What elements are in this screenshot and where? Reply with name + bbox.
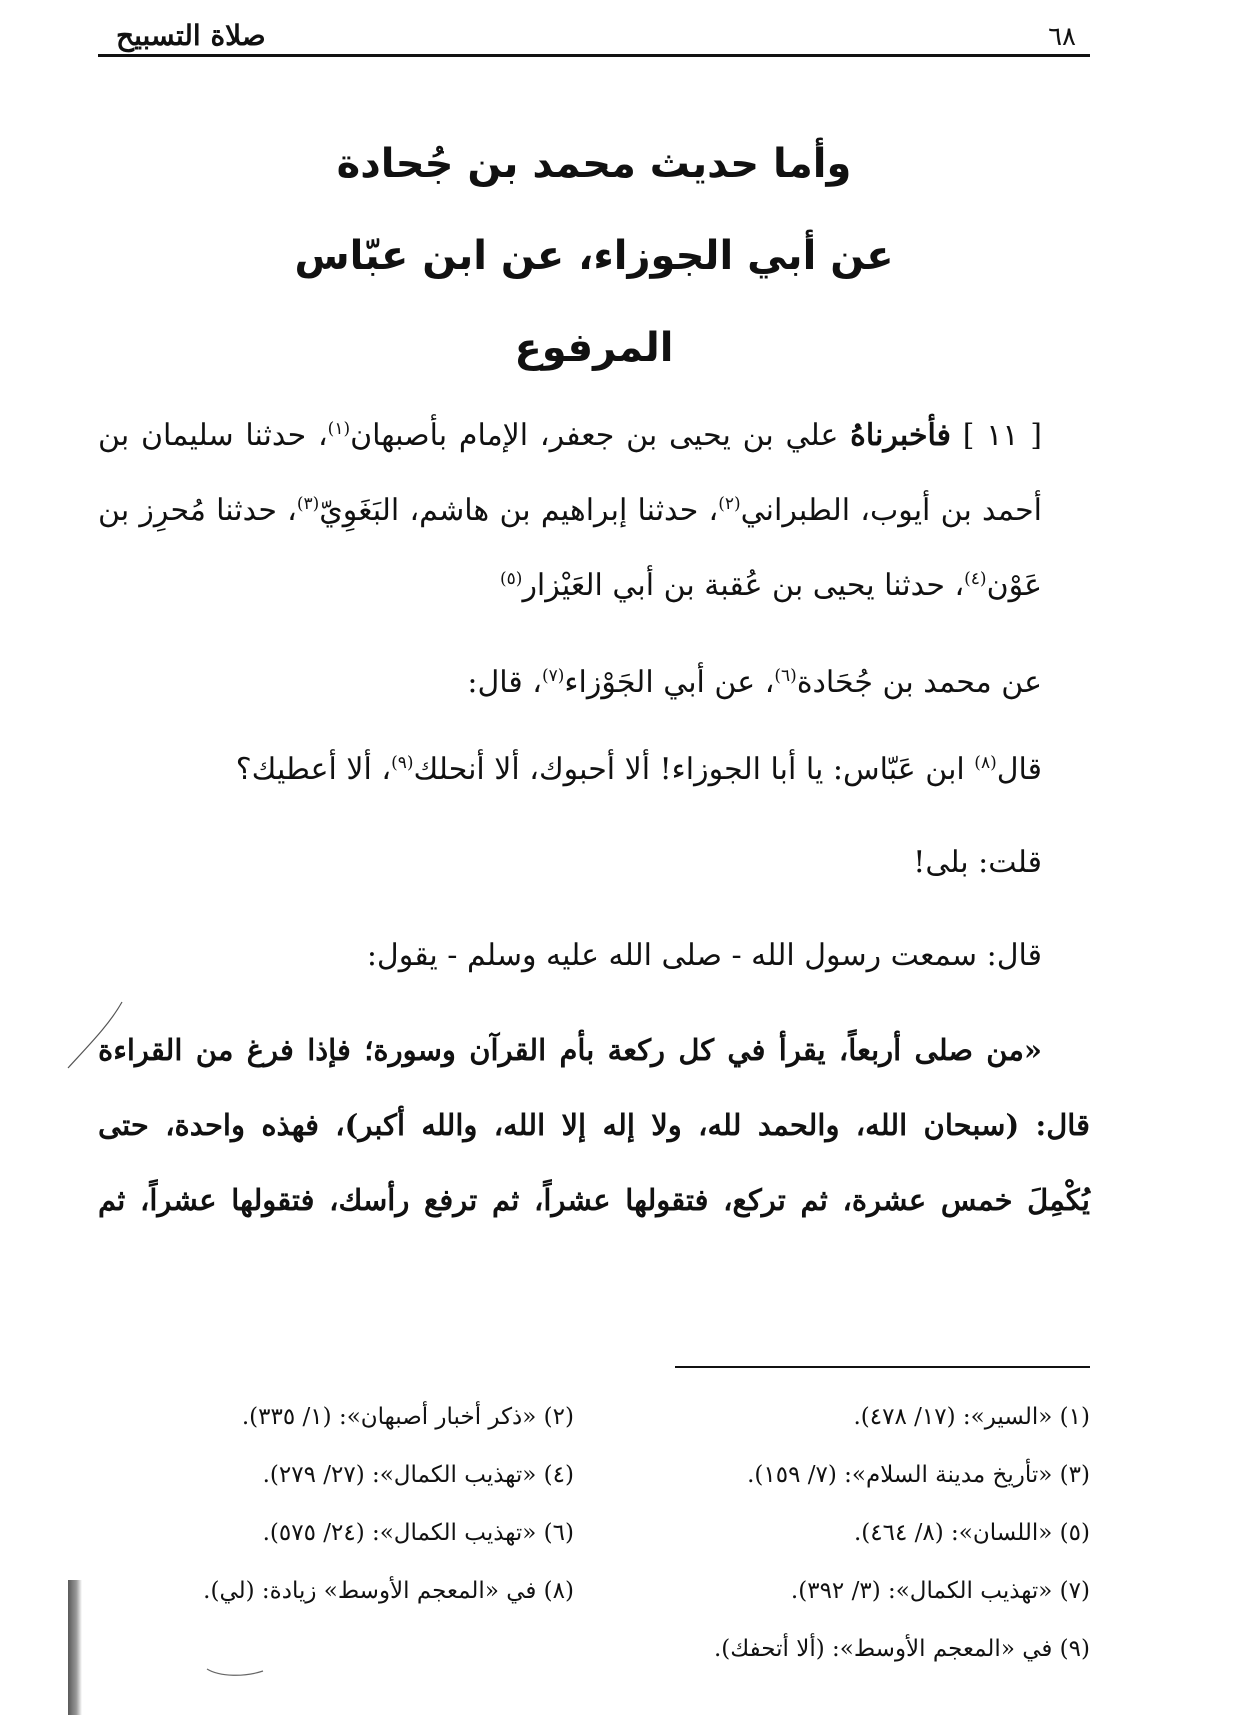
isnad-text: أحمد بن أيوب، الطبراني — [740, 493, 1042, 528]
footnote: (٣) «تأريخ مدينة السلام»: (٧/ ١٥٩). — [747, 1462, 1090, 1488]
running-title: صلاة التسبيح — [116, 19, 266, 52]
narration-paragraph — [98, 645, 1090, 720]
narration-text: عن محمد بن جُحَادة — [796, 665, 1042, 700]
hadith-number: [ ١١ ] — [962, 418, 1042, 453]
footnote: (٥) «اللسان»: (٨/ ٤٦٤). — [853, 1520, 1090, 1546]
pencil-mark — [64, 1000, 124, 1070]
footnote-row — [98, 1562, 1090, 1620]
hadith-line: «من صلى أربعاً، يقرأ في كل ركعة بأم القرآن وسورة؛ فإذا فرغ من القراءة — [98, 1033, 1042, 1067]
isnad-text: ، حدثنا إبراهيم بن هاشم، البَغَوِيّ — [319, 493, 719, 528]
narration-text: ، ألا أعطيك؟ — [235, 752, 392, 787]
narration-paragraph — [98, 732, 1090, 807]
narration-text: ، قال: — [467, 665, 542, 700]
isnad-text: عَوْن — [986, 568, 1042, 603]
isnad-paragraph — [98, 398, 1090, 623]
hadith-line: يُكْمِلَ خمس عشرة، ثم تركع، فتقولها عشراً، ثم ترفع رأسك، فتقولها عشراً، ثم — [98, 1183, 1090, 1217]
footnote-ref: (٦) — [774, 666, 797, 686]
footnote-ref: (١) — [327, 419, 351, 439]
footnote-ref: (٩) — [391, 753, 414, 773]
heading-line-3: المرفوع — [514, 325, 674, 371]
isnad-text: ، حدثنا سليمان بن — [98, 418, 328, 453]
main-text — [98, 398, 1090, 1238]
section-heading — [98, 118, 1090, 394]
footnote: (٢) «ذكر أخبار أصبهان»: (١/ ٣٣٥). — [241, 1404, 574, 1430]
page-edge-shadow — [68, 1580, 82, 1715]
heading-line-2: عن أبي الجوزاء، عن ابن عبّاس — [294, 233, 894, 279]
footnote-ref: (٤) — [964, 569, 987, 589]
footnote-ref: (٧) — [541, 666, 565, 686]
footnote-ref: (٣) — [296, 494, 320, 514]
narration-text: ، عن أبي الجَوْزاء — [564, 665, 775, 700]
page-number: ٦٨ — [1048, 22, 1076, 52]
footnote: (٧) «تهذيب الكمال»: (٣/ ٣٩٢). — [790, 1578, 1090, 1604]
heading-line-1: وأما حديث محمد بن جُحادة — [336, 141, 852, 187]
footnote-divider — [675, 1366, 1090, 1368]
footnote-ref: (٥) — [500, 569, 523, 589]
footnote: (٨) في «المعجم الأوسط» زيادة: (لي). — [203, 1578, 574, 1604]
isnad-lead: فأخبرناهُ — [850, 418, 952, 453]
footnote-row — [98, 1446, 1090, 1504]
stray-mark — [205, 1665, 265, 1679]
page-header — [98, 14, 1090, 57]
isnad-text: علي بن يحيى بن جعفر، الإمام بأصبهان — [350, 418, 839, 453]
footnote: (٦) «تهذيب الكمال»: (٢٤/ ٥٧٥). — [262, 1520, 574, 1546]
footnote-ref: (٢) — [718, 494, 741, 514]
narration-paragraph: قلت: بلى! — [913, 845, 1042, 880]
footnote: (٤) «تهذيب الكمال»: (٢٧/ ٢٧٩). — [262, 1462, 574, 1488]
footnote-row — [98, 1504, 1090, 1562]
footnotes — [98, 1388, 1090, 1678]
hadith-line: قال: (سبحان الله، والحمد لله، ولا إله إلا الله، والله أكبر)، فهذه واحدة، حتى — [98, 1108, 1090, 1142]
hadith-text — [98, 1013, 1090, 1238]
narration-text: قال — [996, 752, 1042, 787]
narration-text: ابن عَبّاس: يا أبا الجوزاء! ألا أحبوك، ألا أنحلك — [413, 752, 975, 787]
footnote-ref: (٨) — [974, 753, 997, 773]
footnote-row — [98, 1388, 1090, 1446]
narration-paragraph: قال: سمعت رسول الله - صلى الله عليه وسلم - يقول: — [366, 938, 1042, 973]
isnad-text: ، حدثنا يحيى بن عُقبة بن أبي العَيْزار — [522, 568, 965, 603]
isnad-text: ، حدثنا مُحرِز بن — [98, 493, 297, 528]
footnote: (١) «السير»: (١٧/ ٤٧٨). — [853, 1404, 1090, 1430]
footnote: (٩) في «المعجم الأوسط»: (ألا أتحفك). — [713, 1636, 1090, 1662]
